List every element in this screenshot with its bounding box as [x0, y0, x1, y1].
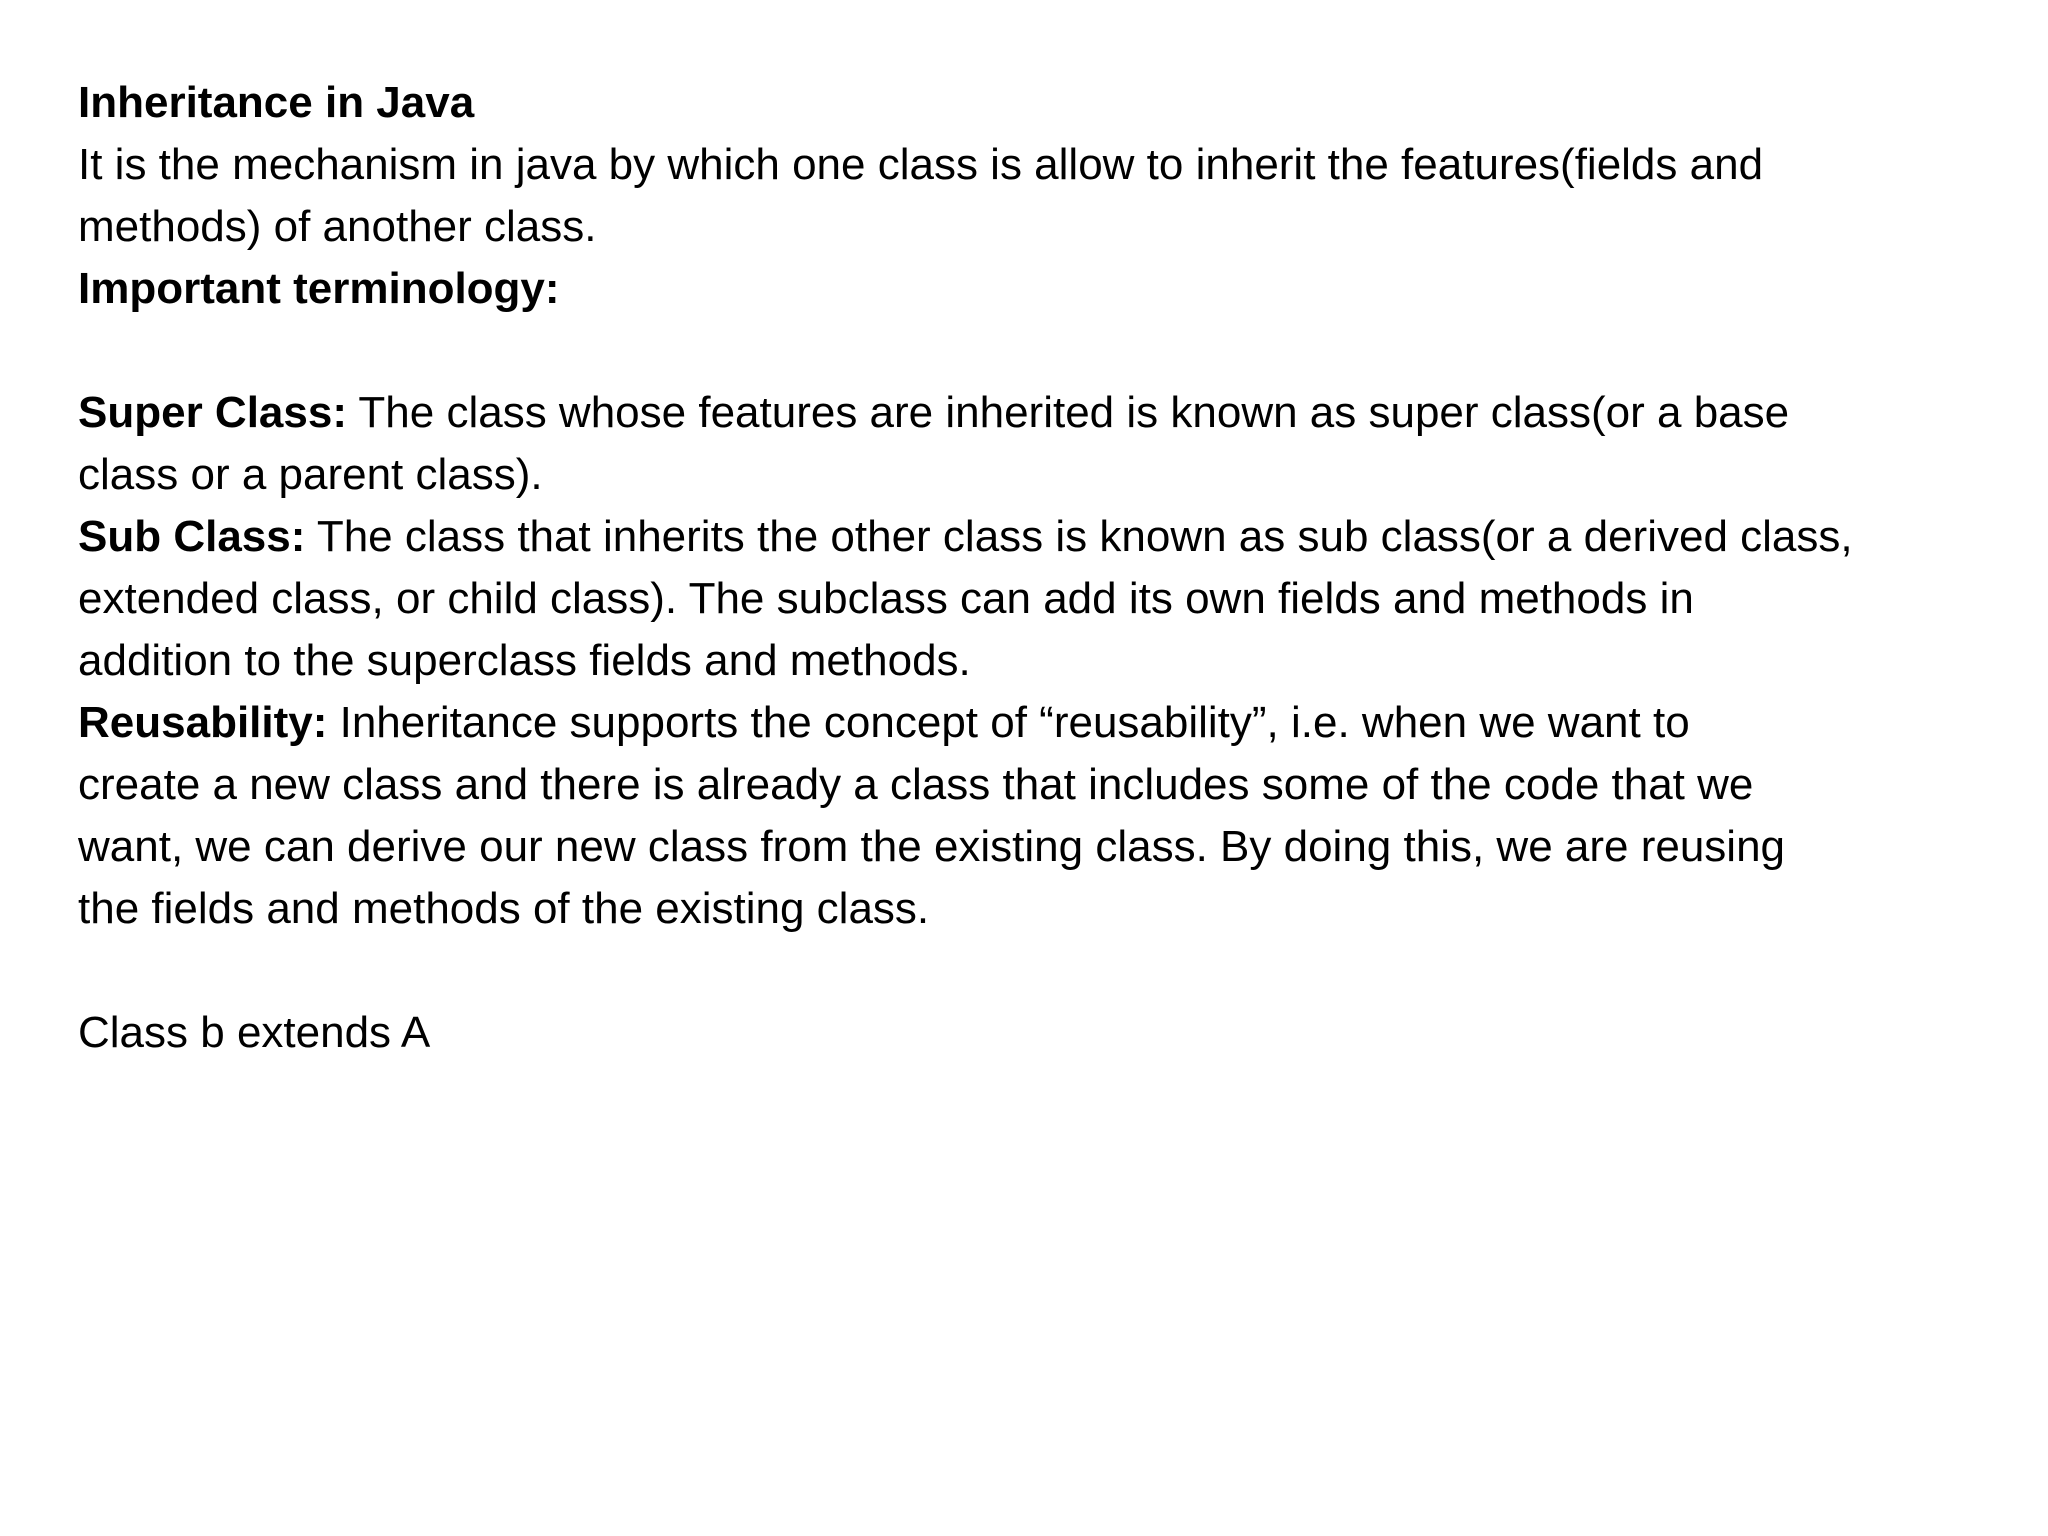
terminology-heading: Important terminology:: [78, 264, 560, 313]
intro-line: methods) of another class.: [78, 202, 597, 251]
sub-class-definition: [78, 506, 1978, 692]
reusability-text: Inheritance supports the concept of “reusability”, i.e. when we want to: [327, 698, 1690, 747]
slide-body: [78, 72, 1978, 1064]
reusability-line: want, we can derive our new class from the existing class. By doing this, we are reusing: [78, 822, 1786, 871]
super-class-term: Super Class:: [78, 388, 347, 437]
sub-class-line: [78, 506, 1978, 568]
sub-class-term: Sub Class:: [78, 512, 306, 561]
code-example: Class b extends A: [78, 1008, 431, 1057]
spacer: [78, 940, 1978, 1002]
intro-paragraph: [78, 134, 1978, 258]
slide-title: Inheritance in Java: [78, 78, 475, 127]
reusability-definition: [78, 692, 1978, 940]
sub-class-line: extended class, or child class). The subclass can add its own fields and methods in: [78, 574, 1694, 623]
sub-class-line: addition to the superclass fields and methods.: [78, 636, 971, 685]
intro-line: It is the mechanism in java by which one class is allow to inherit the features(fields and: [78, 140, 1764, 189]
reusability-term: Reusability:: [78, 698, 328, 747]
spacer: [78, 320, 1978, 382]
reusability-line: create a new class and there is already a class that includes some of the code that we: [78, 760, 1754, 809]
reusability-line: [78, 692, 1978, 754]
super-class-line: class or a parent class).: [78, 450, 543, 499]
super-class-text: The class whose features are inherited is known as super class(or a base: [346, 388, 1790, 437]
super-class-definition: [78, 382, 1978, 506]
sub-class-text: The class that inherits the other class is known as sub class(or a derived class,: [305, 512, 1853, 561]
reusability-line: the fields and methods of the existing class.: [78, 884, 930, 933]
super-class-line: [78, 382, 1978, 444]
